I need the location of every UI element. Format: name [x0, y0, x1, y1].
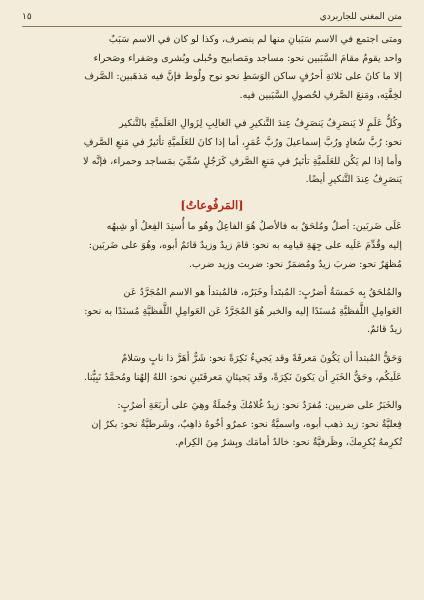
- text-line: إليه وقُدِّمَ عَلَيه على جِهَةِ قيامِه به نحو: قامَ زيدٌ وزيدٌ قائمٌ أبوه، وهُوَ على ضَربَين:: [88, 239, 402, 251]
- text-line: تُكرِمهُ يُكرِمكَ، وظَرفيَّةٌ نحو: خالدٌ أمامَك وبِشرٌ مِنَ الكِرام.: [175, 437, 402, 449]
- text-line: مُظهَرٌ نحو: ضربَ زيدٌ ومُضمَرٌ نحو: ضربت وزيد ضرب.: [189, 258, 402, 270]
- page-body: [22, 31, 402, 453]
- text-line: واحد يقومُ مقامَ السَّبَبين نحو: مساجد ومَصابيح وحُبلى وبُشرى وصَفراء وصَحراء: [93, 52, 402, 64]
- text-line: والخَبَرُ على ضربين: مُفرَدٌ نحو: زيدٌ غُلامُكَ وجُملَةٌ وهِيَ على أربَعَةِ أضرُبٍ:: [117, 400, 402, 412]
- paragraph-khabar: [22, 397, 402, 453]
- text-line: ومتى اجتمع في الاسم سَبَبانِ منها لم ينصرف، وكذا لو كان في الاسم سَبَبٌ: [108, 34, 402, 45]
- paragraph-marfuat: [22, 218, 402, 274]
- text-line: عَلَيكُم، وحَقُّ الخَبَرِ أن يَكونَ نَكِرَةً، وقَد يَجيئانِ مَعرفَتَينِ نحو: اللهُ إلهُنا ومُحمَّدٌ نَبِيُّنا.: [83, 371, 402, 383]
- text-line: يَنصَرِفُ عِندَ التَّنكيرِ أيضًا.: [305, 174, 402, 186]
- paragraph-mubtada: [22, 350, 402, 387]
- text-line: إلا ما كانَ على ثلاثةِ أحرُفٍ ساكن الوَسَطِ نحو نوح ولُوط فإنَّ فيه مَذهَبين: الصَّرف: [84, 71, 402, 83]
- paragraph-mulhaq: [22, 284, 402, 340]
- text-line: العَوامِلِ اللَّفظيَّةِ مُسنَدًا إليه والخبر هُوَ المُجَرَّدُ عَن العَوامِلِ اللَّفظيَّةِ مُسنَدًا به نحو:: [84, 305, 402, 317]
- page-number: ١٥: [22, 12, 32, 22]
- text-line: وكُلُّ عَلَمٍ لا يَنصَرِفُ يَنصَرِفُ عِندَ التَّنكيرِ في الغالِبِ لِزَوالِ العَلَميَّةِ بالتَّنكير: [119, 118, 402, 130]
- paragraph-indefinite: [22, 115, 402, 189]
- running-title: متن المغني للجاربردي: [319, 12, 402, 22]
- text-line: فِعليَّةٌ نحو: زيد ذهب أبوه، واسميَّةٌ نحو: عمرٌو أخُوهُ ذاهِبٌ، وشَرطيَّةٌ نحو: بكرٌ إن: [91, 418, 402, 430]
- text-line: وَحَقُّ المُبتدأ أن يَكُونَ مَعرفَةً وقد يَجيءُ نَكِرَةً نحو: شَرٌّ أهَرَّ ذا نابٍ وسَلامٌ: [121, 352, 402, 364]
- text-line: لخِفَّتِه، ومَنعَ الصَّرفِ لحُصولِ السَّبَبين فيه.: [239, 89, 402, 101]
- text-line: نحو: رُبَّ سُعادٍ ورُبَّ إسماعيلَ ورُبَّ عُمَرٍ، أما إذا كانَ للعَلَميَّةِ تأثيرٌ في مَنعِ الصَّرفِ: [83, 136, 402, 148]
- text-line: زيدٌ قائمٌ.: [366, 324, 402, 336]
- text-line: وأما إذا لم يَكُن للعَلَميَّةِ تأثيرٌ في مَنعِ الصَّرفِ كَرَجُلٍ سُمِّيَ بمَساجد وحمراء، فإنَّه لا: [83, 155, 402, 167]
- text-line: عَلَى ضَربَين: أصلٌ ومُلحَقٌ به فالأصلُ هُوَ الفاعِلُ وهُو ما أُسنِدَ الفِعلُ أو شِبهُه: [106, 221, 402, 233]
- section-heading: [المَرفُوعاتُ]: [180, 197, 244, 212]
- text-line: والمُلحَقُ بِه خَمسَةُ أضرُبٍ: المُبتَدأ وخَبَرُه، فالمُبتدأ هو الاسم المُجَرَّدُ عَن: [123, 287, 402, 299]
- paragraph-non-declinable: [22, 31, 402, 105]
- page-header: [22, 10, 402, 27]
